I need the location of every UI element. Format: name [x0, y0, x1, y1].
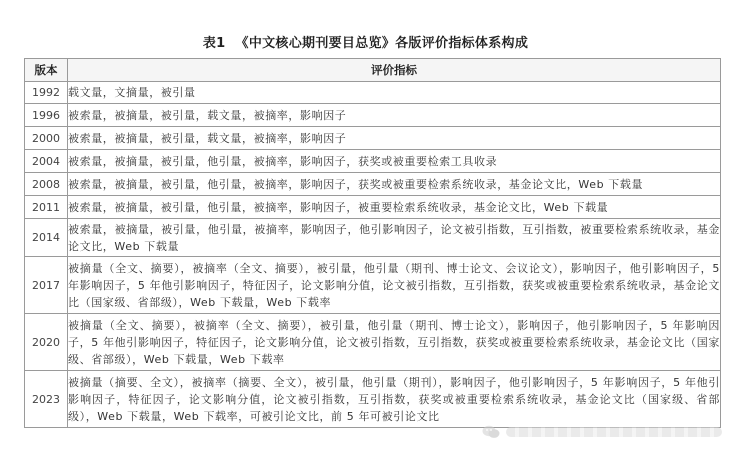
indicator-table: [24, 58, 721, 428]
table-row: [25, 150, 721, 173]
row-version: 1992: [25, 82, 68, 104]
table-row: [25, 219, 721, 257]
row-version: 2017: [25, 257, 68, 314]
row-version: 2023: [25, 371, 68, 428]
row-indicators: 被索量，被摘量，被引量，他引量，被摘率，影响因子，获奖或被重要检索系统收录，基金论文比，Web 下载量: [68, 173, 721, 196]
table-row: [25, 127, 721, 150]
row-indicators: 被索量，被摘量，被引量，载文量，被摘率，影响因子: [68, 127, 721, 150]
table-row: [25, 314, 721, 371]
row-indicators: 被索量，被摘量，被引量，他引量，被摘率，影响因子，被重要检索系统收录，基金论文比，Web 下载量: [68, 196, 721, 219]
table-row: [25, 371, 721, 428]
row-indicators: 被摘量（全文、摘要），被摘率（全文、摘要），被引量，他引量（期刊、博士论文、会议论文），影响因子，他引影响因子，5 年影响因子，5 年他引影响因子，特征因子，论文影响分值，论文被引指数，互引指数，获奖或被重要检索系统收录，基金论文比（国家级、省部级），Web 下载量，Web 下载率: [68, 257, 721, 314]
row-indicators: 被索量，被摘量，被引量，载文量，被摘率，影响因子: [68, 104, 721, 127]
row-version: 2000: [25, 127, 68, 150]
watermark-blurred-text: [506, 427, 722, 437]
row-version: 1996: [25, 104, 68, 127]
table-row: [25, 173, 721, 196]
header-version: 版本: [25, 59, 68, 82]
row-version: 2011: [25, 196, 68, 219]
row-indicators: 被摘量（摘要、全文），被摘率（摘要、全文），被引量，他引量（期刊），影响因子，他引影响因子，5 年影响因子，5 年他引影响因子，特征因子，论文影响分值，论文被引指数，互引指数，获奖或被重要检索系统收录，基金论文比（国家级、省部级），Web 下载量，Web 下载率，可被引论文比，前 5 年可被引论文比: [68, 371, 721, 428]
row-indicators: 被索量，被摘量，被引量，他引量，被摘率，影响因子，他引影响因子，论文被引指数，互引指数，被重要检索系统收录，基金论文比，Web 下载量: [68, 219, 721, 257]
table-row: [25, 82, 721, 104]
caption-number: 表1: [202, 36, 226, 51]
row-indicators: 被摘量（全文、摘要），被摘率（全文、摘要），被引量，他引量（期刊、博士论文），影响因子，他引影响因子，5 年影响因子，5 年他引影响因子，特征因子，论文影响分值，论文被引指数，互引指数，获奖或被重要检索系统收录，基金论文比（国家级、省部级），Web 下载量，Web 下载率: [68, 314, 721, 371]
table-row: [25, 104, 721, 127]
wechat-logo-icon: [482, 425, 500, 439]
table-header-row: [25, 59, 721, 82]
caption-title: 《中文核心期刊要目总览》各版评价指标体系构成: [235, 36, 529, 51]
row-indicators: 载文量，文摘量，被引量: [68, 82, 721, 104]
watermark: [482, 421, 722, 443]
row-version: 2004: [25, 150, 68, 173]
table-caption: [0, 32, 731, 51]
row-version: 2014: [25, 219, 68, 257]
row-version: 2008: [25, 173, 68, 196]
row-indicators: 被索量，被摘量，被引量，他引量，被摘率，影响因子，获奖或被重要检索工具收录: [68, 150, 721, 173]
row-version: 2020: [25, 314, 68, 371]
table-row: [25, 257, 721, 314]
table-row: [25, 196, 721, 219]
header-indicators: 评价指标: [68, 59, 721, 82]
